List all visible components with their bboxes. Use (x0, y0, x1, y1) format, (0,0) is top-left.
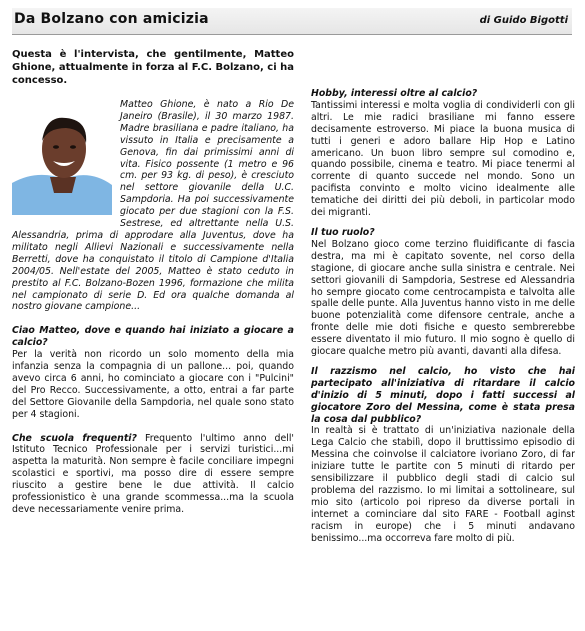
question-racism: Il razzismo nel calcio, ho visto che hai partecipato all'iniziativa di ritardare il calcio d'inizio di 5 minuti, dopo i fatti successi al giocatore Zoro del Messina, come è stata presa la cosa dal pubblico? (311, 365, 575, 425)
right-column (311, 88, 575, 545)
question-start: Ciao Matteo, dove e quando hai iniziato a giocare a calcio? (12, 325, 294, 349)
question-hobby: Hobby, interessi oltre al calcio? (311, 88, 478, 99)
answer-racism: In realtà si è trattato di un'iniziativa nazionale della Lega Calcio che stabilì, dopo il bruttissimo episodio di Messina che coinvolse il calciatore ivoriano Zoro, di far iniziare tutte le partite con 5 minuti di ritardo per sensibilizzare il pubblico degli stadi di calcio sul problema del razzismo. Io mi limitai a sottolineare, sul mio sito (articolo poi ripreso da diverse portali in internet a cominciare dal sito FARE - Football aginst racism in europe) che i 5 minuti andavano benissimo...ma occorreva fare molto di più. (311, 425, 575, 544)
answer-school: Frequento l'ultimo anno dell' Istituto Tecnico Professionale per i servizi turistici...mi aspetta la maturità. Non sempre è facile conciliare impegni scolastici e sportivi, ma posso dire di essere sempre riuscito a gestire bene le due attività. Il calcio professionistico è una grande scommessa...ma la scuola deve necessariamente venire prima. (12, 432, 295, 515)
answer-start: Per la verità non ricordo un solo momento della mia infanzia senza la compagnia di un pallone... poi, quando avevo circa 6 anni, ho cominciato a giocare con i "Pulcini" del Pro Recco. Successivamente, a otto, entrai a far parte del Settore Giovanile della Sampdoria, nel quale sono stato per 4 stagioni. (12, 349, 294, 420)
article-title: Da Bolzano con amicizia (14, 11, 209, 27)
article-byline: di Guido Bigotti (479, 15, 568, 26)
player-photo (12, 105, 112, 215)
bio-paragraph: Matteo Ghione, è nato a Rio De Janeiro (Brasile), il 30 marzo 1987. Madre brasiliana e padre italiano, ha vissuto in Italia e precisamente a Genova, fin dai primissimi anni di vita. Fisico possente (1 metro e 96 cm. per 93 kg. di peso), è cresciuto nel settore giovanile della U.C. Sampdoria. Ha poi successivamente giocato per due stagioni con la F.S. Sestrese, ed altrettante nella U.S. Alessandria, prima di approdare alla Juventus, dove ha militato negli Allievi Nazionali e successivamente nella Berretti, dove ha conquistato il titolo di Campione d'Italia 2004/05. Nell'estate del 2005, Matteo è stato ceduto in prestito al F.C. Bolzano-Bozen 1996, formazione che milita nel campionato di serie D. Ed ora qualche domanda al nostro giovane campione... (12, 99, 294, 313)
question-role: Il tuo ruolo? (311, 226, 375, 238)
qa-school (12, 433, 294, 516)
answer-hobby: Tantissimi interessi e molta voglia di condividerli con gli altri. Le mie radici brasiliane mi fanno essere decisamente estroverso. Mi piace la buona musica di tutti i generi e adoro ballare Hip Hop e Latino americano. Un buon libro sempre sul comodino e, quando possibile, cinema e teatro. Mi piace tenermi al corrente di quanto succede nel mondo. Sono un pacifista convinto e molto vicino idealmente alle tematiche dei diritti dei più deboli, in particolar modo dei migranti. (311, 99, 575, 219)
left-column (12, 48, 294, 516)
article-header (12, 8, 572, 35)
question-school: Che scuola frequenti? (12, 432, 137, 444)
answer-role: Nel Bolzano gioco come terzino fluidificante di fascia destra, ma mi è capitato sovente, nel corso della stagione, di giocare anche sulla sinistra e centrale. Nei settori giovanili di Sampdoria, Sestrese ed Alessandria ho sempre giocato come centrocampista e talvolta alle spalle delle punte. Alla Juventus hanno visto in me delle buone potenzialità come difensore centrale, anche a fronte delle mie doti fisiche e questo sembrerebbe essere diventato il mio futuro. Il mio sogno è quello di giocare qualche metro più avanti, davanti alla difesa. (311, 238, 575, 358)
intro-paragraph: Questa è l'intervista, che gentilmente, Matteo Ghione, attualmente in forza al F.C. Bolzano, ci ha concesso. (12, 49, 294, 86)
